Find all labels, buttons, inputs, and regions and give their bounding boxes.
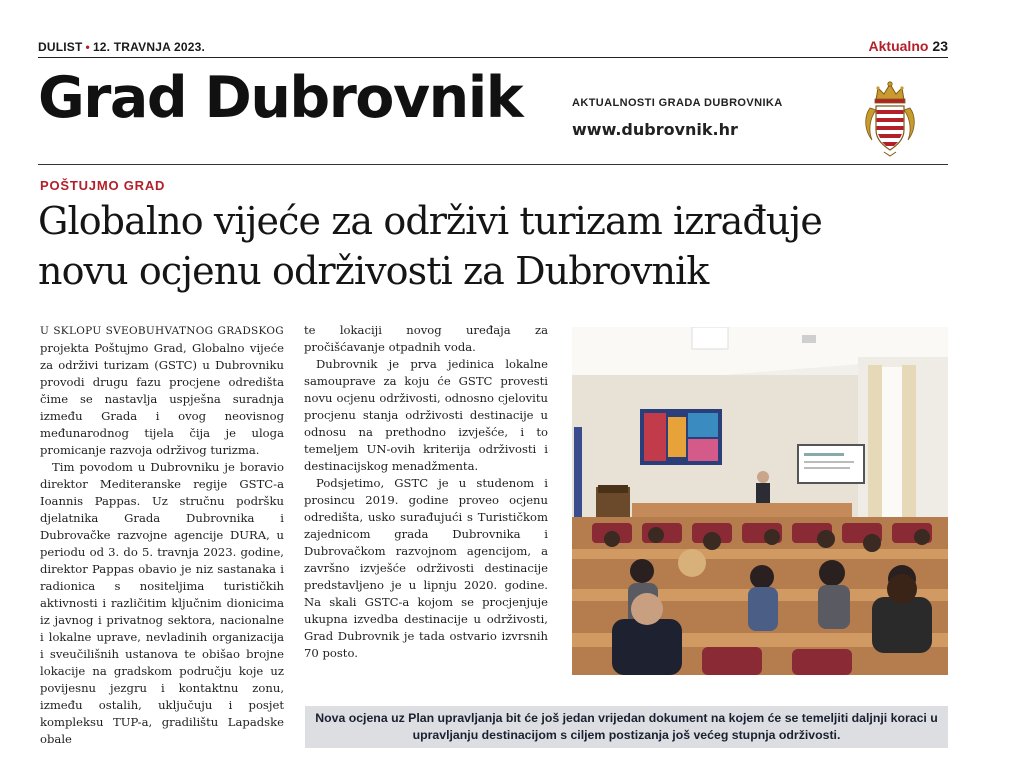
- publication-brand: DULIST: [38, 40, 83, 54]
- page-header-bar: [38, 38, 948, 58]
- article-column-2: [304, 322, 548, 662]
- masthead-url: www.dubrovnik.hr: [572, 120, 738, 139]
- article-paragraph: te lokaciji novog uređaja za pročišćavanje otpadnih voda.: [304, 323, 548, 354]
- headline-line-1: Globalno vijeće za održivi turizam izrađuje: [38, 199, 822, 243]
- masthead-subtitle: AKTUALNOSTI GRADA DUBROVNIKA: [572, 97, 783, 109]
- publication-date: 12. TRAVNJA 2023.: [92, 40, 206, 54]
- masthead-title: Grad Dubrovnik: [38, 65, 523, 131]
- article-paragraph: Podsjetimo, GSTC je u studenom i prosincu 2019. godine proveo ocjenu odredišta, usko surađujući s Turističkom zajednicom grada Dubrovnika i Dubrovačkom razvojnom agencijom, a završno izvješće održivosti destinacije predstavljeno je u lipnju 2020. godine. Na skali GSTC-a kojom se procjenjuje ukupna izvedba destinacije u održivosti, Grad Dubrovnik je tada ostvario izvrsnih 70 posto.: [304, 476, 548, 660]
- dubrovnik-coat-of-arms-icon: [862, 80, 918, 158]
- article-photo: [572, 327, 948, 675]
- lead-in-caps: U SKLOPU SVEOBUHVATNOG GRADSKOG: [40, 325, 284, 337]
- headline-line-2: novu ocjenu održivosti za Dubrovnik: [38, 249, 709, 293]
- article-paragraph: Tim povodom u Dubrovniku je boravio direktor Mediteranske regije GSTC-a Ioannis Pappas. Uz stručnu podršku djelatnika Grada Dubrovnika i Dubrovačke razvojne agencije DURA, u periodu od 3. do 5. travnja 2023. godine, direktor Pappas obavio je niz sastanaka i radionica s nositeljima turističkih aktivnosti i različitim ključnim dionicima iz javnog i privatnog sektora, nacionalne i lokalne uprave, nevladinih organizacija i sveučilišnih ustanova te obišao brojne lokacije na gradskom području koje uz povijesnu jezgru i kontaktnu zonu, između ostalih, uključuju i posjet kompleksu TUP-a, gradilištu Lapadske obale: [40, 460, 284, 746]
- section-info: [869, 38, 948, 54]
- publication-info: [38, 40, 205, 54]
- article-paragraph: Dubrovnik je prva jedinica lokalne samouprave za koju će GSTC provesti novu ocjenu održivosti, odnosno cjelovitu procjenu stanja održivosti destinacije u odnosu na prethodno izvješće, i to temeljem UN-ovih kriterija održivosti i destinacijskog menadžmenta.: [304, 357, 548, 473]
- page-number: 23: [932, 38, 948, 54]
- separator-dot-icon: •: [85, 40, 90, 54]
- lead-paragraph-text: projekta Poštujmo Grad, Globalno vijeće za održivi turizam (GSTC) u Dubrovniku provodi drugu fazu procjene odredišta čime se nastavlja uspješna suradnja između Grada i ovog neovisnog međunarodnog tijela čija je uloga promicanje razvoja održivog turizma.: [40, 341, 284, 457]
- article-kicker: POŠTUJMO GRAD: [40, 178, 166, 193]
- section-name: Aktualno: [868, 38, 929, 54]
- article-headline: [38, 196, 958, 296]
- article-column-1: [40, 322, 284, 748]
- pull-quote: Nova ocjena uz Plan upravljanja bit će još jedan vrijedan dokument na kojem će se temeljiti daljnji koraci u upravljanju destinacijom s ciljem postizanja još većeg stupnja održivosti.: [305, 706, 948, 748]
- article-paragraph: [40, 322, 284, 459]
- masthead-divider: [38, 164, 948, 165]
